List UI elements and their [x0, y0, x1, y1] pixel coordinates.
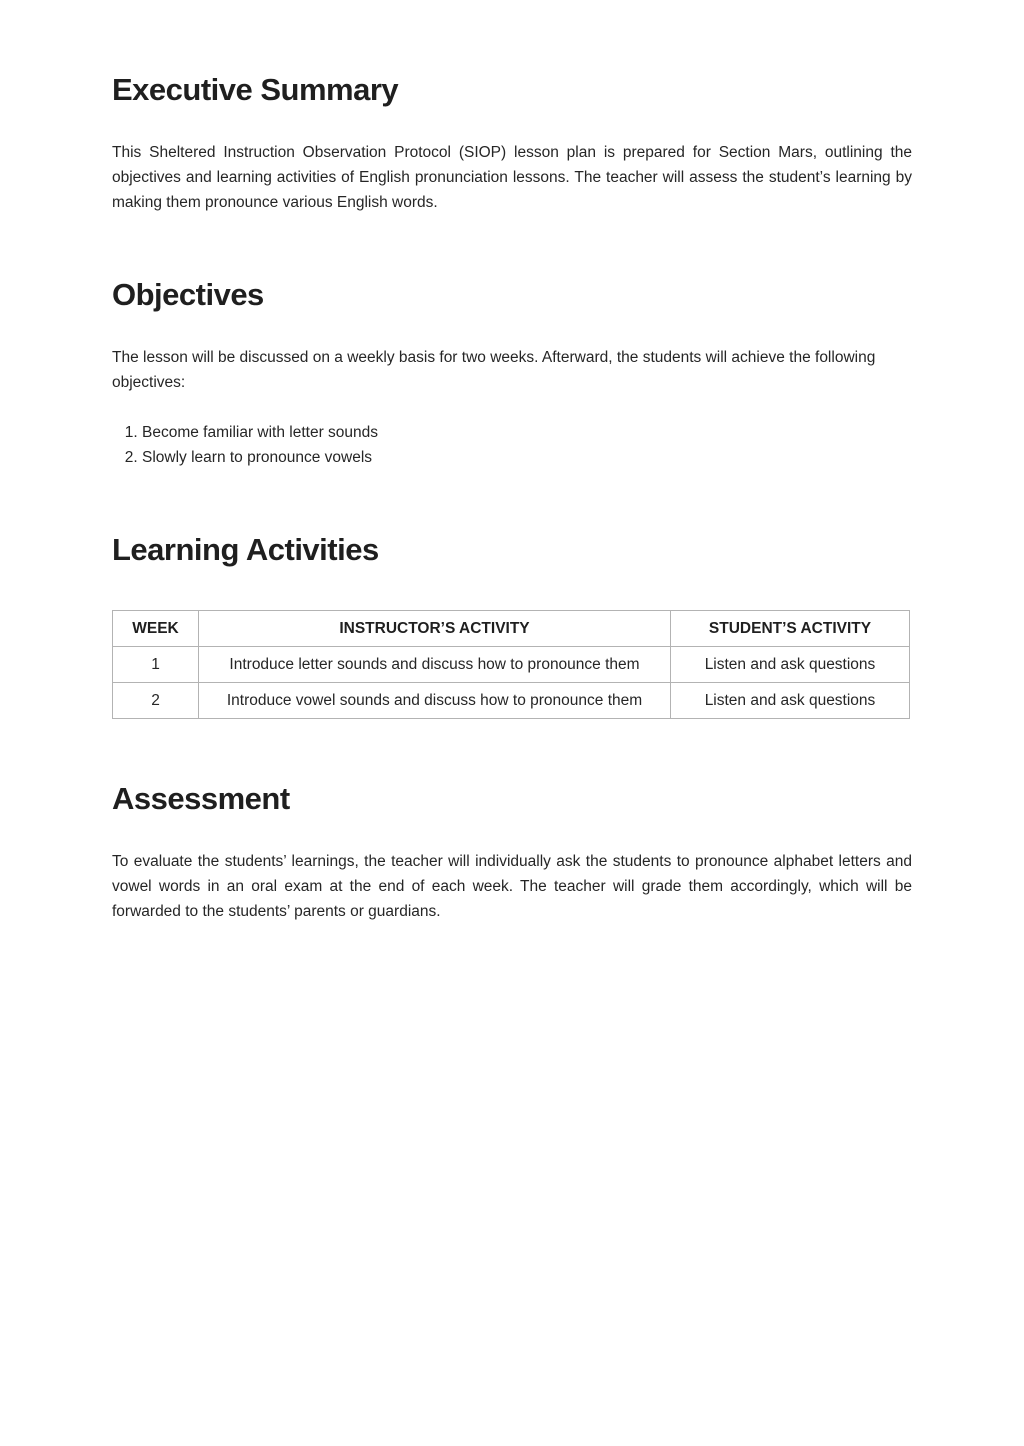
cell-instructor-activity: Introduce letter sounds and discuss how to pronounce them — [199, 647, 671, 683]
assessment-paragraph: To evaluate the students’ learnings, the teacher will individually ask the students to pronounce alphabet letters and vowel words in an oral exam at the end of each week. The teacher will grade them accordingly, which will be forwarded to the students’ parents or guardians. — [112, 853, 912, 920]
column-header-week: WEEK — [113, 611, 199, 647]
column-header-instructor-activity: INSTRUCTOR’S ACTIVITY — [199, 611, 671, 647]
table-header-row — [113, 611, 910, 647]
objectives-heading: Objectives — [112, 277, 264, 312]
learning-activities-heading: Learning Activities — [112, 532, 379, 567]
cell-student-activity: Listen and ask questions — [671, 647, 910, 683]
objectives-list — [112, 420, 378, 470]
cell-student-activity: Listen and ask questions — [671, 683, 910, 719]
executive-summary-heading: Executive Summary — [112, 72, 399, 107]
objectives-list-item: 1. Become familiar with letter sounds — [142, 420, 378, 445]
cell-instructor-activity: Introduce vowel sounds and discuss how to pronounce them — [199, 683, 671, 719]
learning-activities-table — [112, 610, 910, 719]
objectives-paragraph: The lesson will be discussed on a weekly basis for two weeks. Afterward, the students will achieve the following objectives: — [112, 349, 876, 391]
objectives-list-item: 2. Slowly learn to pronounce vowels — [142, 445, 378, 470]
column-header-student-activity: STUDENT’S ACTIVITY — [671, 611, 910, 647]
table-row — [113, 647, 910, 683]
cell-week: 1 — [113, 647, 199, 683]
assessment-heading: Assessment — [112, 781, 290, 816]
learning-activities-table-wrapper — [112, 610, 910, 719]
cell-week: 2 — [113, 683, 199, 719]
executive-summary-paragraph: This Sheltered Instruction Observation Protocol (SIOP) lesson plan is prepared for Section Mars, outlining the objectives and learning activities of English pronunciation lessons. The teacher will assess the student’s learning by making them pronounce various English words. — [112, 144, 912, 211]
table-row — [113, 683, 910, 719]
